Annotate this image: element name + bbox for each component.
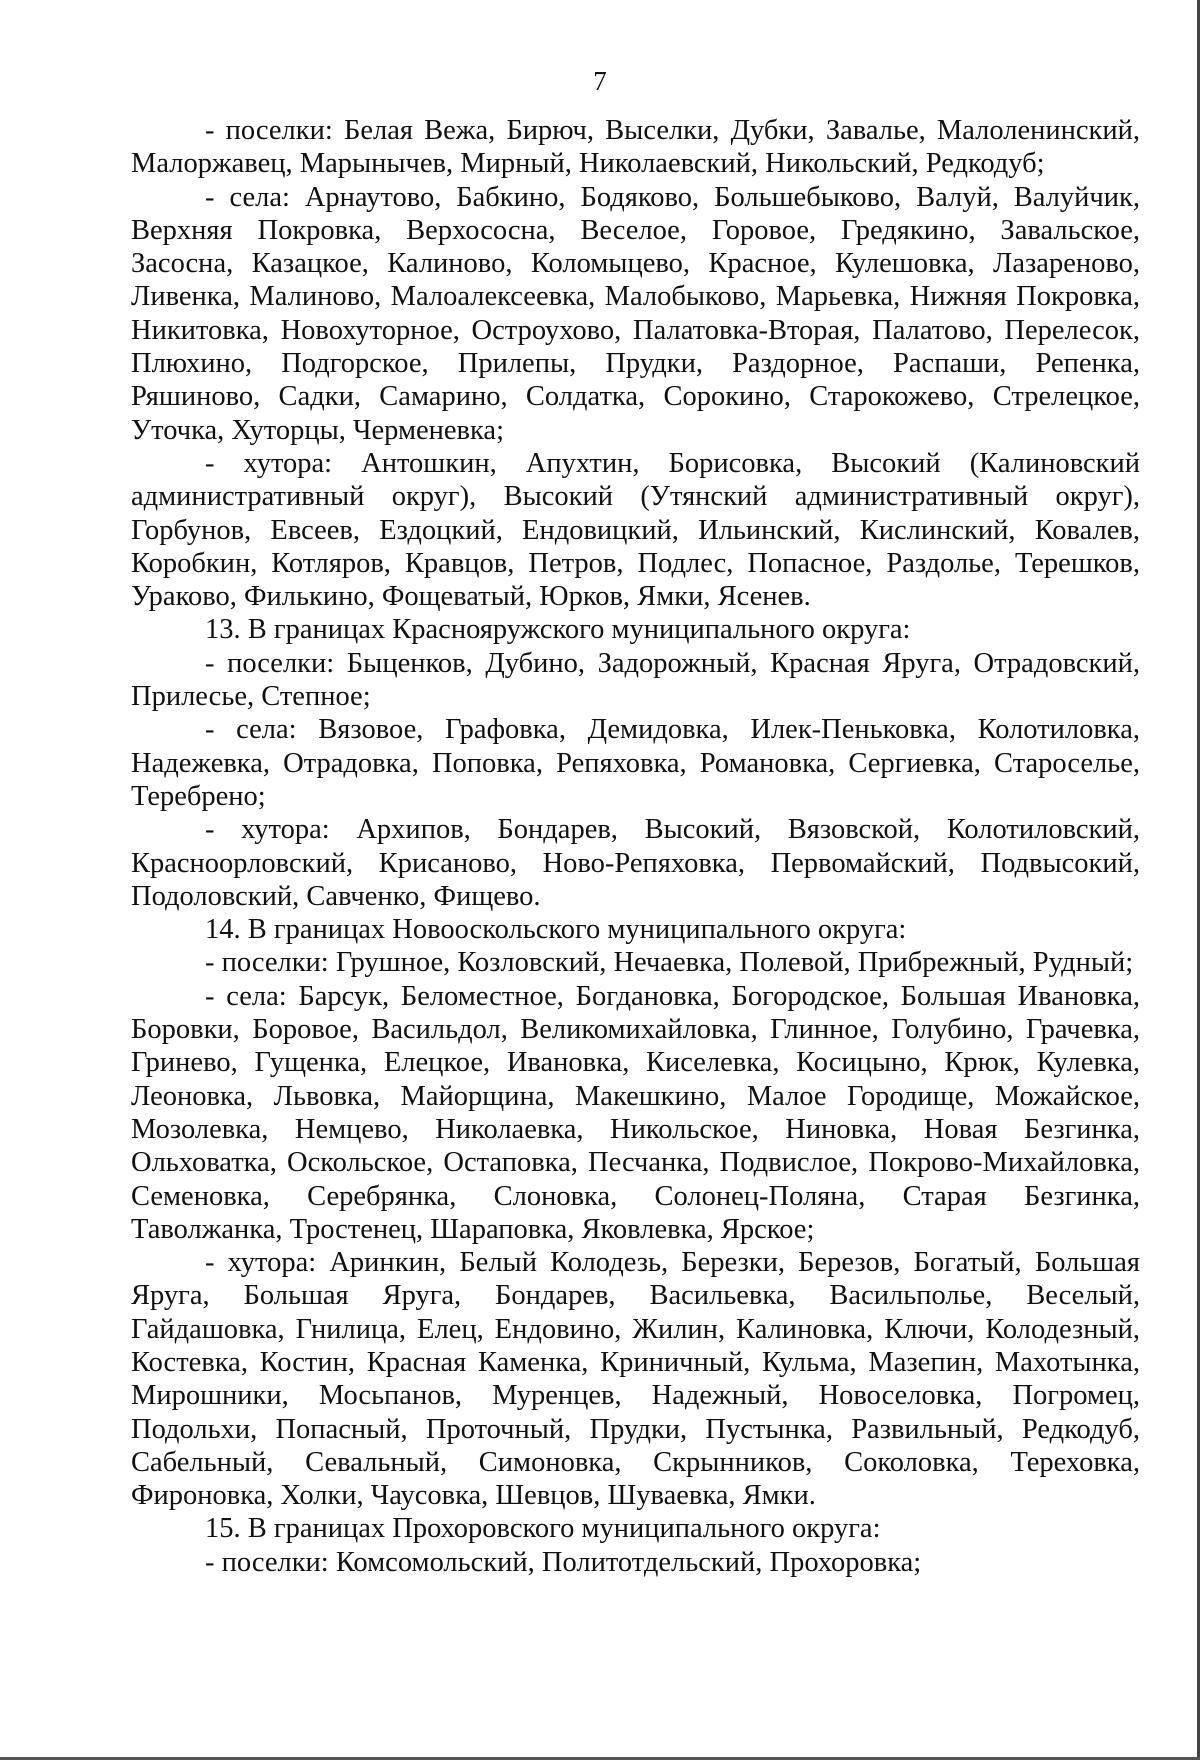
- section-heading-13: 13. В границах Краснояружского муниципального округа:: [205, 614, 911, 646]
- page-number: 7: [593, 66, 607, 96]
- paragraph-farmsteads: - хутора: Аринкин, Белый Колодезь, Березки, Березов, Богатый, Большая Яруга, Большая Яруга, Бондарев, Васильевка, Васильполье, Веселый, Гайдашовка, Гнилица, Елец, Ендовино, Жилин, Калиновка, Ключи, Колодезный, Костевка, Костин, Красная Каменка, Криничный, Кульма, Мазепин, Махотынка, Мирошники, Мосьпанов, Муренцев, Надежный, Новоселовка, Погромец, Подольхи, Попасный, Проточный, Прудки, Пустынка, Развильный, Редкодуб, Сабельный, Севальный, Симоновка, Скрынников, Соколовка, Тереховка, Фироновка, Холки, Чаусовка, Шевцов, Шуваевка, Ямки.: [131, 1247, 1140, 1512]
- paragraph-settlements: - поселки: Комсомольский, Политотдельский, Прохоровка;: [205, 1546, 922, 1578]
- paragraph-farmsteads: - хутора: Антошкин, Апухтин, Борисовка, Высокий (Калиновский административный округ), Высокий (Утянский административный округ), Горбунов, Евсеев, Ездоцкий, Ендовицкий, Ильинский, Кислинский, Ковалев, Коробкин, Котляров, Кравцов, Петров, Подлес, Попасное, Раздолье, Терешков, Ураково, Филькино, Фощеватый, Юрков, Ямки, Ясенев.: [131, 447, 1140, 613]
- paragraph-settlements: - поселки: Белая Вежа, Бирюч, Выселки, Дубки, Завалье, Малоленинский, Малоржавец, Марынычев, Мирный, Николаевский, Никольский, Редкодуб;: [131, 115, 1140, 180]
- paragraph-villages: - села: Вязовое, Графовка, Демидовка, Илек-Пеньковка, Колотиловка, Надежевка, Отрадовка, Поповка, Репяховка, Романовка, Сергиевка, Староселье, Теребрено;: [131, 714, 1140, 812]
- paragraph-settlements: - поселки: Грушное, Козловский, Нечаевка, Полевой, Прибрежный, Рудный;: [205, 947, 1134, 979]
- paragraph-settlements: - поселки: Быценков, Дубино, Задорожный, Красная Яруга, Отрадовский, Прилесье, Степное;: [131, 647, 1140, 713]
- paragraph-villages: - села: Арнаутово, Бабкино, Бодяково, Большебыково, Валуй, Валуйчик, Верхняя Покровка, Верхососна, Веселое, Горовое, Гредякино, Завальское, Засосна, Казацкое, Калиново, Коломыцево, Красное, Кулешовка, Лазареново, Ливенка, Малиново, Малоалексеевка, Малобыково, Марьевка, Нижняя Покровка, Никитовка, Новохуторное, Остроухово, Палатовка-Вторая, Палатово, Перелесок, Плюхино, Подгорское, Прилепы, Прудки, Раздорное, Распаши, Репенка, Ряшиново, Садки, Самарино, Солдатка, Сорокино, Старокожево, Стрелецкое, Уточка, Хуторцы, Черменевка;: [131, 181, 1140, 446]
- document-body: [131, 114, 1140, 1579]
- section-heading-14: 14. В границах Новооскольского муниципального округа:: [205, 914, 907, 946]
- section-heading-15: 15. В границах Прохоровского муниципального округа:: [205, 1513, 881, 1545]
- paragraph-farmsteads: - хутора: Архипов, Бондарев, Высокий, Вязовской, Колотиловский, Красноорловский, Крисаново, Ново-Репяховка, Первомайский, Подвысокий, Подоловский, Савченко, Фищево.: [131, 814, 1140, 912]
- paragraph-villages: - села: Барсук, Беломестное, Богдановка, Богородское, Большая Ивановка, Боровки, Боровое, Васильдол, Великомихайловка, Глинное, Голубино, Грачевка, Гринево, Гущенка, Елецкое, Ивановка, Киселевка, Косицыно, Крюк, Кулевка, Леоновка, Львовка, Майорщина, Макешкино, Малое Городище, Можайское, Мозолевка, Немцево, Николаевка, Никольское, Ниновка, Новая Безгинка, Ольховатка, Оскольское, Остаповка, Песчанка, Подвислое, Покрово-Михайловка, Семеновка, Серебрянка, Слоновка, Солонец-Поляна, Старая Безгинка, Таволжанка, Тростенец, Шараповка, Яковлевка, Ярское;: [131, 980, 1140, 1245]
